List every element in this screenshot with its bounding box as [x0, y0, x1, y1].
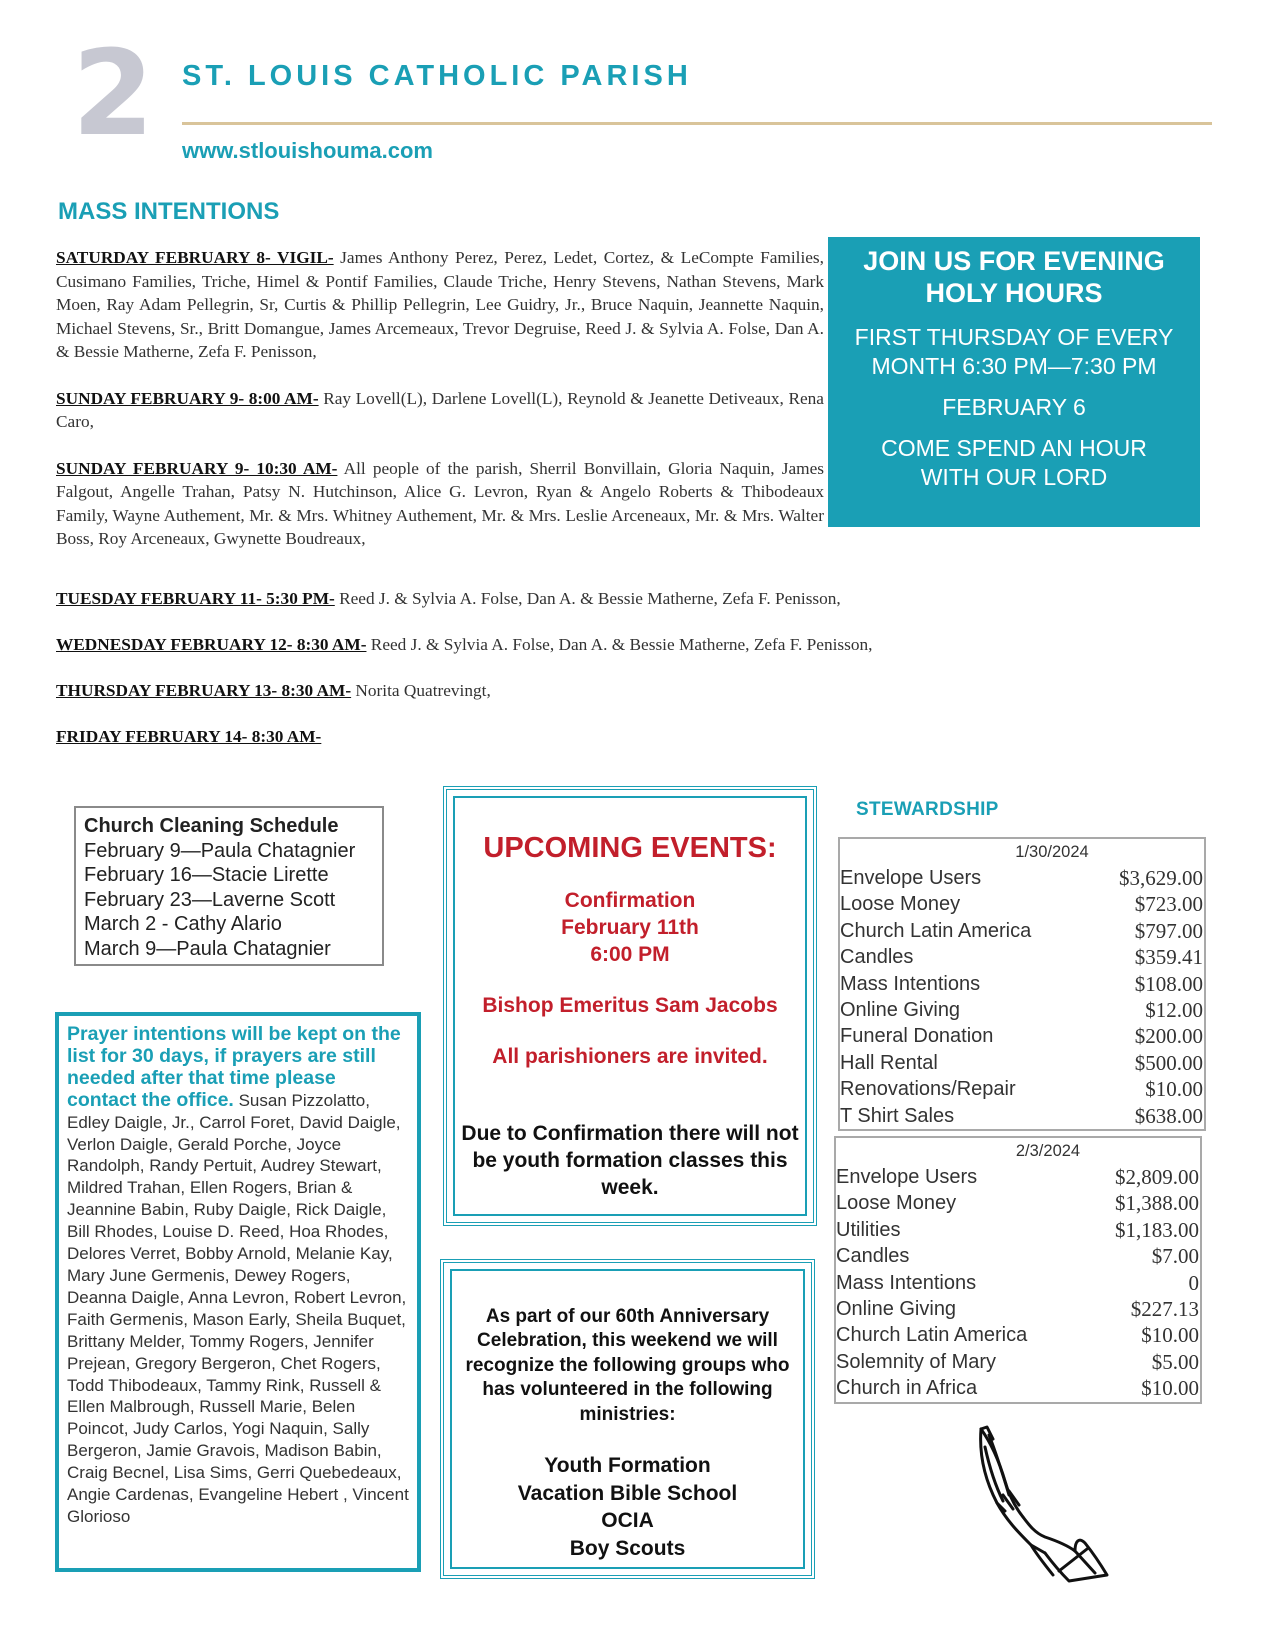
mass-intentions-title: MASS INTENTIONS — [58, 198, 280, 225]
anniversary-text: As part of our 60th Anniversary Celebration, this weekend we will recognize the following groups who has volunteered in the following ministries: — [465, 1306, 790, 1425]
stewardship-table — [838, 837, 1206, 1131]
mass-heading: SATURDAY FEBRUARY 8- VIGIL- — [56, 248, 334, 267]
cleaning-title: Church Cleaning Schedule — [84, 815, 339, 837]
stewardship-row — [836, 1322, 1200, 1348]
row-amount: $1,388.00 — [1115, 1191, 1199, 1216]
parish-name: ST. LOUIS CATHOLIC PARISH — [182, 60, 692, 92]
cleaning-item: February 23—Laverne Scott — [84, 888, 336, 911]
mass-entry — [56, 587, 1206, 611]
stewardship-row — [840, 865, 1204, 891]
stewardship-row — [836, 1375, 1200, 1401]
row-amount: $7.00 — [1151, 1244, 1199, 1269]
ministry-group: Boy Scouts — [569, 1536, 686, 1560]
stewardship-title: STEWARDSHIP — [856, 799, 999, 820]
ministry-group: Vacation Bible School — [517, 1481, 738, 1505]
row-amount: $10.00 — [1141, 1323, 1199, 1348]
mass-heading: SUNDAY FEBRUARY 9- 8:00 AM- — [56, 388, 319, 408]
event-date: February 11th — [561, 916, 699, 939]
row-amount: 0 — [1188, 1270, 1199, 1295]
row-amount: $500.00 — [1134, 1050, 1203, 1075]
row-label: Church in Africa — [836, 1377, 978, 1400]
mass-heading: WEDNESDAY FEBRUARY 12- 8:30 AM- — [56, 635, 367, 654]
row-label: Mass Intentions — [840, 972, 981, 995]
stewardship-date: 2/3/2024 — [1015, 1142, 1081, 1160]
mass-intentions-list — [56, 246, 824, 574]
mass-names: Norita Quatrevingt, — [351, 681, 491, 700]
event-invite: All parishioners are invited. — [492, 1045, 768, 1068]
mass-names: All people of the parish, Sherril Bonvillain, Gloria Naquin, James Falgout, Angelle Trahan, Patsy N. Hutchinson, Alice G. Levron, Ryan & Angelo Roberts & Thibodeaux Family, Wayne Authement, Mr. & Mrs. Whitney Authement, Mr. & Mrs. Leslie Arceneaux, Mr. & Mrs. Walter Boss, Roy Arceneaux, Gwynette Boudreaux, — [56, 458, 824, 548]
mass-names: Reed J. & Sylvia A. Folse, Dan A. & Bessie Matherne, Zefa F. Penisson, — [334, 589, 841, 608]
cleaning-item: February 16—Stacie Lirette — [84, 864, 329, 886]
row-amount: $5.00 — [1151, 1349, 1199, 1374]
row-amount: $723.00 — [1134, 892, 1203, 917]
mass-heading: THURSDAY FEBRUARY 13- 8:30 AM- — [56, 681, 352, 700]
events-title: UPCOMING EVENTS: — [483, 832, 777, 864]
mass-entry — [56, 679, 1206, 703]
row-label: Loose Money — [836, 1192, 957, 1215]
ministry-group: OCIA — [601, 1509, 654, 1533]
stewardship-row — [836, 1217, 1200, 1243]
mass-entry — [56, 725, 1206, 749]
stewardship-row — [836, 1243, 1200, 1269]
stewardship-row — [836, 1270, 1200, 1296]
row-label: Candles — [836, 1245, 910, 1268]
holy-hours-title: JOIN US FOR EVENING HOLY HOURS — [863, 246, 1165, 308]
row-label: Mass Intentions — [836, 1271, 977, 1294]
stewardship-row — [840, 1050, 1204, 1076]
mass-heading: TUESDAY FEBRUARY 11- 5:30 PM- — [56, 589, 335, 608]
events-note: Due to Confirmation there will not be youth formation classes this week. — [461, 1122, 799, 1199]
cleaning-schedule — [74, 806, 384, 966]
anniversary-box — [440, 1259, 815, 1579]
row-label: Candles — [840, 946, 914, 969]
holy-hours-date: FEBRUARY 6 — [942, 394, 1086, 420]
row-amount: $10.00 — [1145, 1077, 1203, 1102]
row-amount: $3,629.00 — [1119, 866, 1203, 890]
cleaning-item: March 2 - Cathy Alario — [84, 913, 282, 935]
stewardship-row — [840, 918, 1204, 944]
row-amount: $10.00 — [1141, 1376, 1199, 1401]
stewardship-date: 1/30/2024 — [1015, 843, 1089, 861]
row-label: Loose Money — [840, 893, 961, 916]
holy-hours-schedule: FIRST THURSDAY OF EVERY MONTH 6:30 PM—7:30 PM — [854, 324, 1174, 379]
mass-heading: FRIDAY FEBRUARY 14- 8:30 AM- — [56, 727, 322, 746]
stewardship-row — [840, 997, 1204, 1023]
prayer-intentions-box — [55, 1012, 421, 1572]
upcoming-events-box — [443, 786, 817, 1226]
row-label: Online Giving — [840, 999, 961, 1022]
row-label: Funeral Donation — [840, 1025, 994, 1048]
event-time: 6:00 PM — [590, 943, 670, 966]
header-divider — [182, 122, 1212, 125]
page-number: 2 — [72, 24, 155, 162]
row-amount: $12.00 — [1145, 998, 1203, 1023]
row-amount: $1,183.00 — [1115, 1217, 1199, 1242]
event-celebrant: Bishop Emeritus Sam Jacobs — [482, 994, 778, 1017]
row-label: Utilities — [836, 1218, 901, 1241]
stewardship-row — [840, 891, 1204, 917]
cleaning-item: March 9—Paula Chatagnier — [84, 937, 331, 960]
ministry-group: Youth Formation — [544, 1454, 711, 1478]
row-label: Renovations/Repair — [840, 1078, 1016, 1101]
stewardship-row — [840, 944, 1204, 970]
row-label: Church Latin America — [840, 919, 1032, 942]
row-label: Online Giving — [836, 1298, 957, 1321]
row-label: Hall Rental — [840, 1051, 938, 1074]
row-amount: $200.00 — [1134, 1024, 1203, 1049]
holy-hours-box — [828, 237, 1200, 527]
stewardship-row — [836, 1296, 1200, 1322]
mass-entry — [56, 633, 1206, 657]
cleaning-item: February 9—Paula Chatagnier — [84, 839, 356, 862]
stewardship-row — [836, 1349, 1200, 1375]
mass-names: James Anthony Perez, Perez, Ledet, Cortez, & LeCompte Families, Cusimano Families, Triche, Himel & Pontif Families, Claude Triche, Henry Stevens, Nathan Stevens, Mark Moen, Ray Adam Pellegrin, Sr, Curtis & Phillip Pellegrin, Lee Guidry, Jr., Bruce Naquin, Jeannette Naquin, Michael Stevens, Sr., Britt Domangue, James Arcemeaux, Trevor Degruise, Reed J. & Sylvia A. Folse, Dan A. & Bessie Matherne, Zefa F. Penisson, — [56, 248, 824, 361]
row-label: Envelope Users — [836, 1166, 978, 1188]
row-amount: $2,809.00 — [1115, 1165, 1199, 1189]
row-label: Solemnity of Mary — [836, 1350, 997, 1373]
row-label: T Shirt Sales — [840, 1104, 955, 1127]
event-name: Confirmation — [564, 889, 696, 912]
stewardship-row — [840, 971, 1204, 997]
praying-hands-icon — [975, 1425, 1115, 1590]
mass-entry — [56, 246, 824, 364]
stewardship-row — [840, 1023, 1204, 1049]
row-amount: $638.00 — [1134, 1103, 1203, 1128]
stewardship-row — [836, 1190, 1200, 1216]
stewardship-row — [840, 1076, 1204, 1102]
mass-entry — [56, 387, 824, 434]
mass-names: Ray Lovell(L), Darlene Lovell(L), Reynold & Jeanette Detiveaux, Rena Caro, — [56, 388, 824, 431]
stewardship-row — [836, 1164, 1200, 1190]
stewardship-row — [840, 1103, 1204, 1129]
holy-hours-invite: COME SPEND AN HOUR WITH OUR LORD — [881, 435, 1147, 490]
mass-entry — [56, 457, 824, 551]
stewardship-table — [834, 1136, 1202, 1404]
row-amount: $359.41 — [1134, 945, 1203, 970]
prayer-intentions-lead: Prayer intentions will be kept on the list for 30 days, if prayers are still needed after that time please contact the office. — [67, 1023, 401, 1111]
row-label: Church Latin America — [836, 1324, 1028, 1347]
row-amount: $227.13 — [1130, 1297, 1199, 1322]
website-link[interactable]: www.stlouishouma.com — [182, 138, 433, 163]
row-label: Envelope Users — [840, 867, 982, 889]
prayer-names: Susan Pizzolatto, Edley Daigle, Jr., Carrol Foret, David Daigle, Verlon Daigle, Gerald Porche, Joyce Randolph, Randy Pertuit, Audrey Stewart, Mildred Trahan, Ellen Rogers, Brian & Jeannine Babin, Ruby Daigle, Rick Daigle, Bill Rhodes, Louise D. Reed, Hoa Rhodes, Delores Verret, Bobby Arnold, Melanie Kay, Mary June Germenis, Dewey Rogers, Deanna Daigle, Anna Levron, Robert Levron, Faith Germenis, Mason Early, Sheila Buquet, Brittany Melder, Tommy Rogers, Jennifer Prejean, Gregory Bergeron, Chet Rogers, Todd Thibodeaux, Tammy Rink, Russell & Ellen Malbrough, Russell Marie, Belen Poincot, Judy Carlos, Yogi Naquin, Sally Bergeron, Jamie Gravois, Madison Babin, Craig Becnel, Lisa Sims, Gerri Quebedeaux, Angie Cardenas, Evangeline Hebert , Vincent Glorioso — [67, 1090, 409, 1526]
mass-names: Reed J. & Sylvia A. Folse, Dan A. & Bessie Matherne, Zefa F. Penisson, — [366, 635, 873, 654]
row-amount: $108.00 — [1134, 971, 1203, 996]
row-amount: $797.00 — [1134, 918, 1203, 943]
mass-heading: SUNDAY FEBRUARY 9- 10:30 AM- — [56, 458, 338, 478]
